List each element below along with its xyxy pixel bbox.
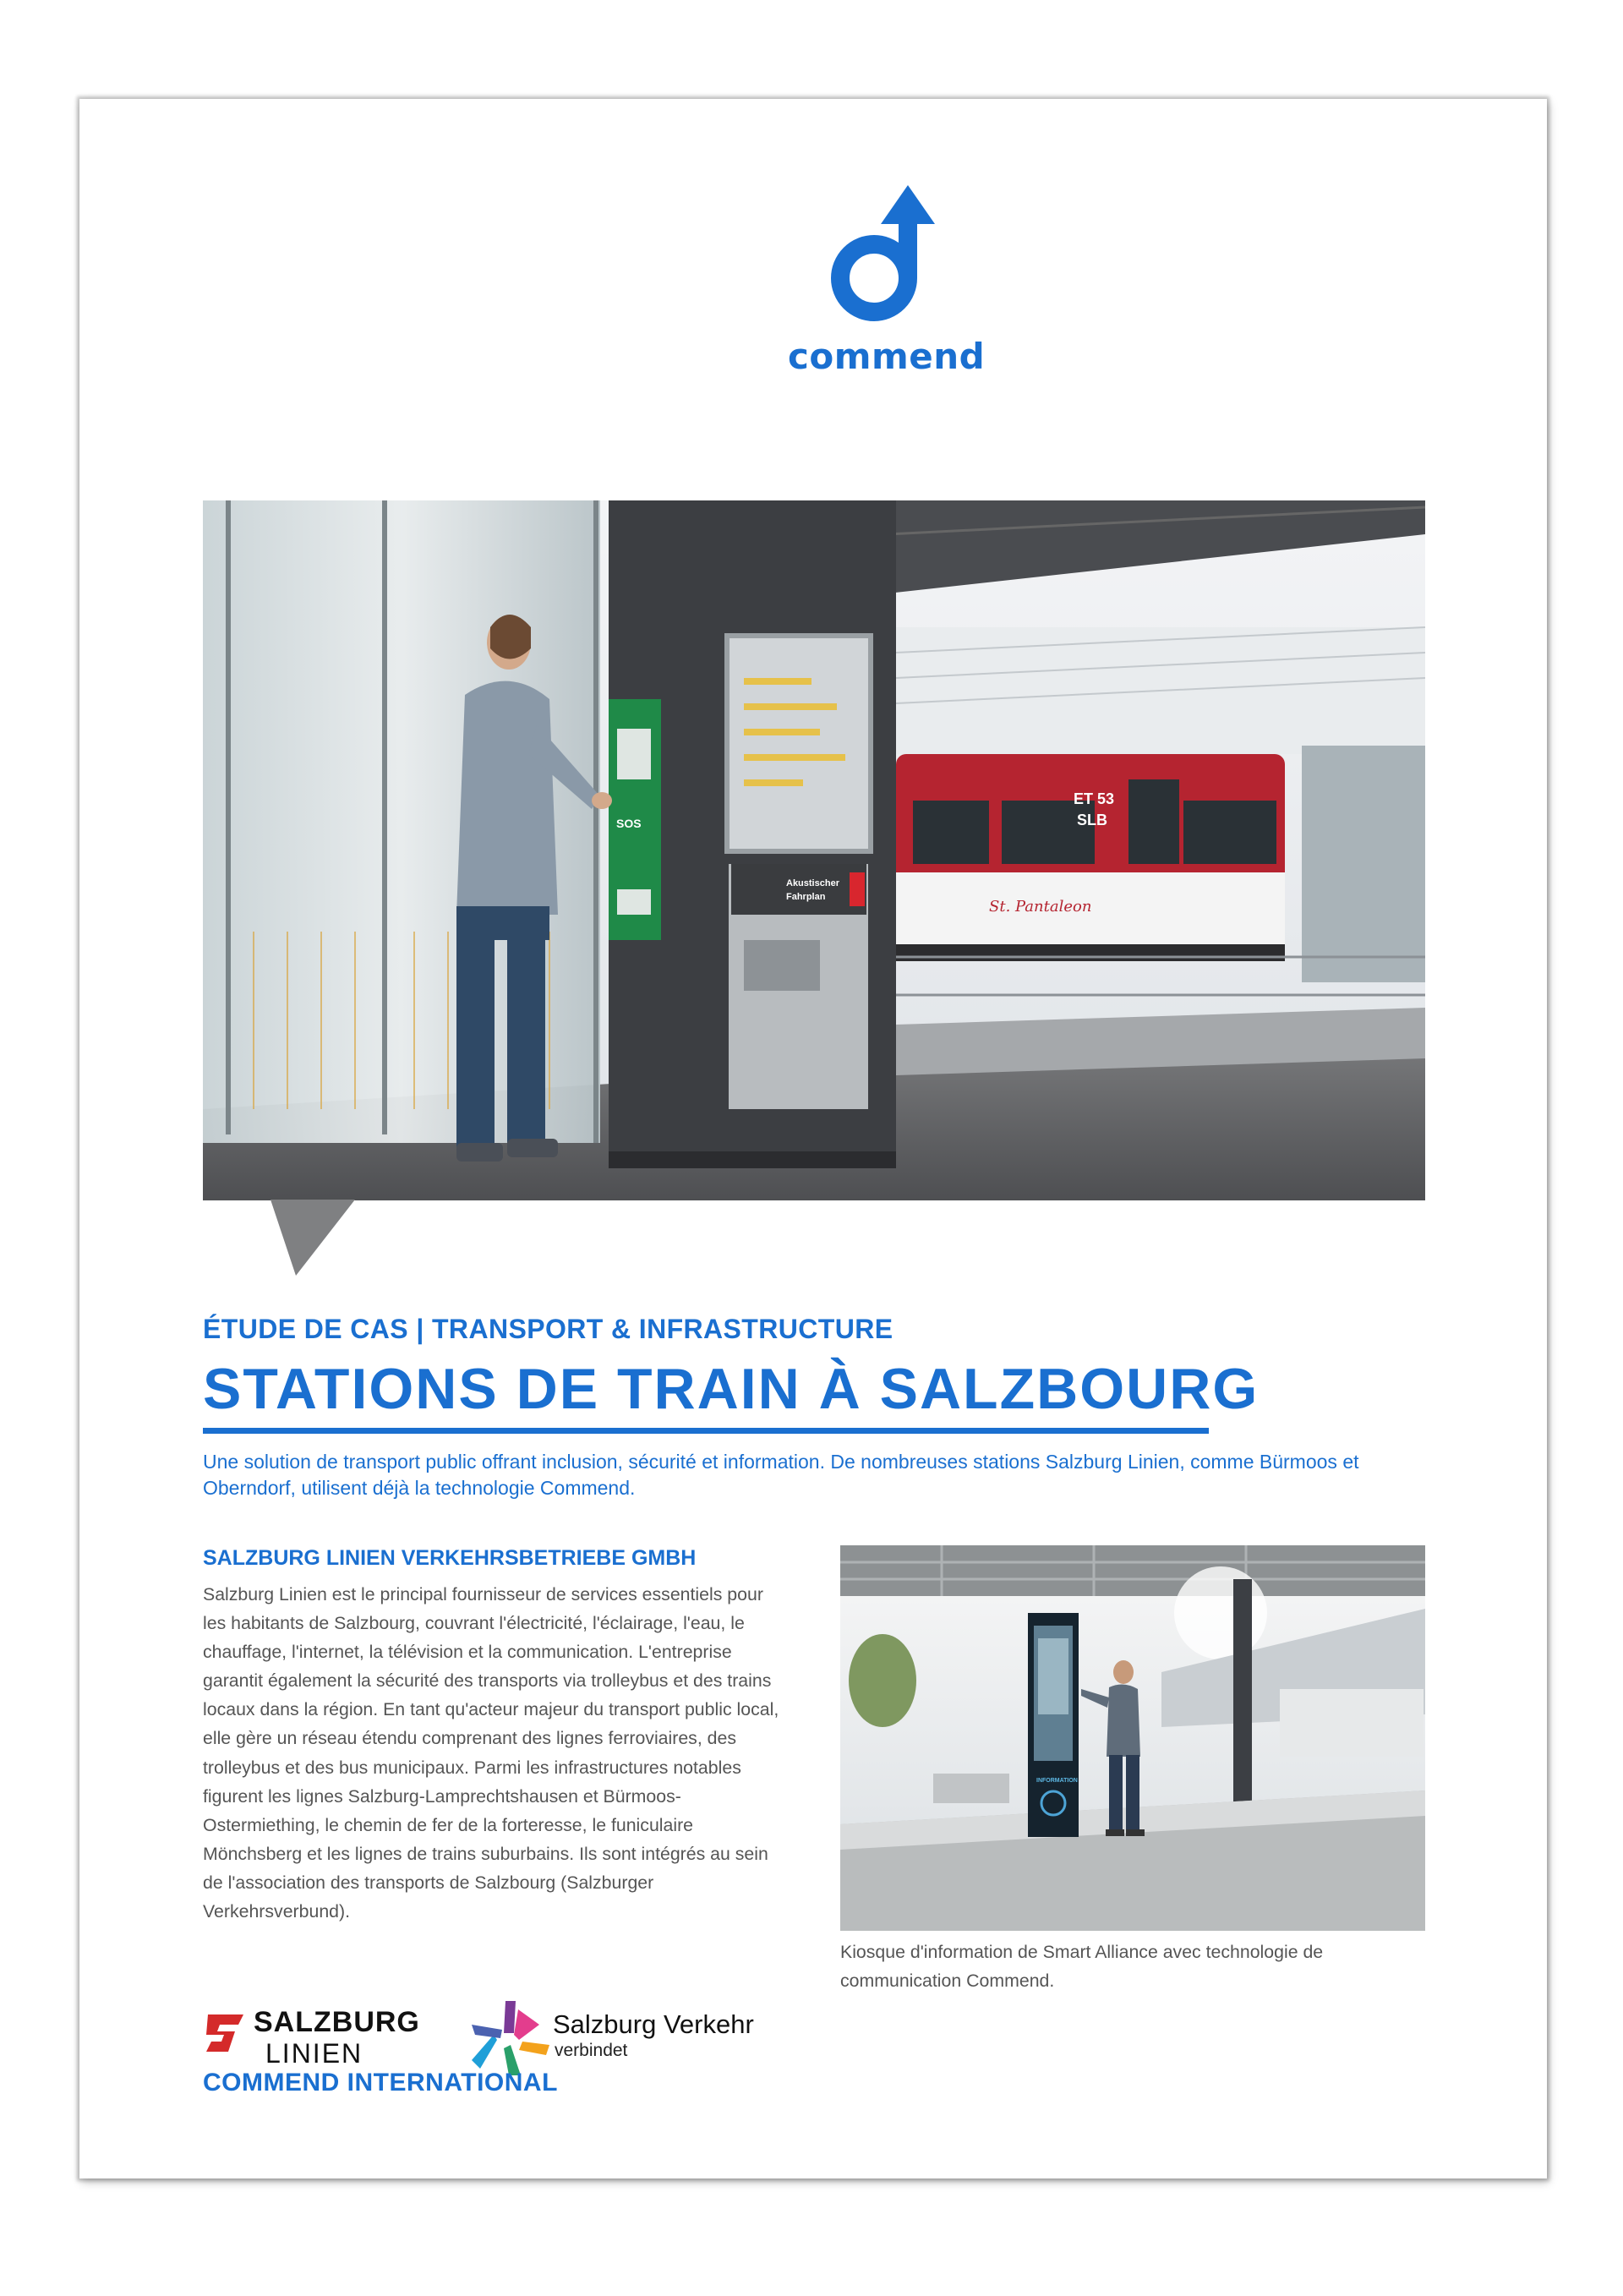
salzburg-verkehr-name: Salzburg Verkehr — [553, 2009, 754, 2039]
commend-logo — [788, 183, 986, 386]
kiosk-photo — [840, 1545, 1425, 1931]
salzburg-linien-logo-icon — [201, 2009, 249, 2057]
train-operator-label: SLB — [1077, 812, 1107, 828]
footer-company-name: COMMEND INTERNATIONAL — [203, 2069, 558, 2096]
train-name-label: St. Pantaleon — [989, 898, 1092, 916]
case-study-eyebrow: ÉTUDE DE CAS | TRANSPORT & INFRASTRUCTURE — [203, 1314, 893, 1344]
salzburg-verkehr-logo-icon — [472, 2001, 549, 2075]
salzburg-verkehr-logo — [472, 2001, 759, 2077]
hero-photo — [203, 500, 1425, 1200]
salzburg-linien-logo — [201, 2006, 455, 2074]
title-underline — [203, 1428, 1209, 1434]
speech-bubble-tail — [270, 1200, 355, 1276]
commend-logo-wordmark: commend — [788, 336, 986, 377]
kiosk-photo-caption: Kiosque d'information de Smart Alliance avec technologie de communication Commend. — [840, 1942, 1324, 1991]
salzburg-verkehr-tagline: verbindet — [555, 2041, 628, 2060]
fahrplan-sign-line1: Akustischer — [786, 878, 839, 888]
commend-logo-icon — [788, 183, 982, 336]
fahrplan-sign-line2: Fahrplan — [786, 892, 826, 902]
page-title: STATIONS DE TRAIN À SALZBOURG — [203, 1357, 1260, 1421]
salzburg-linien-subtitle: LINIEN — [265, 2038, 363, 2069]
company-description: Salzburg Linien est le principal fournisseur de services essentiels pour les habitants de Salzbourg, couvrant l'électricité, l'éclairage, l'eau, le chauffage, l'internet, la télévision et la communication. L'entreprise garantit également la sécurité des transports via trolleybus et des trains locaux dans la région. En tant qu'acteur majeur du transport public local, elle gère un réseau étendu comprenant des lignes ferroviaires, des trolleybus et des bus municipaux. Parmi les infrastructures notables figurent les lignes Salzburg-Lamprechtshausen et Bürmoos-Ostermiething, le chemin de fer de la forteresse, le funiculaire Mönchsberg et les lignes de trains suburbains. Ils sont intégrés au sein de l'association des transports de Salzbourg (Salzburger Verkehrsverbund). — [203, 1584, 779, 1922]
train-number-label: ET 53 — [1074, 790, 1115, 807]
intro-paragraph: Une solution de transport public offrant inclusion, sécurité et information. De nombreuses stations Salzburg Linien, comme Bürmoos et Oberndorf, utilisent déjà la technologie Commend. — [203, 1451, 1359, 1499]
salzburg-linien-name: SALZBURG — [254, 2006, 420, 2038]
sos-sign: SOS — [616, 817, 642, 830]
company-heading: SALZBURG LINIEN VERKEHRSBETRIEBE GMBH — [203, 1546, 697, 1570]
case-study-sheet — [79, 99, 1547, 2178]
kiosk-information-label: INFORMATION — [1036, 1778, 1078, 1784]
